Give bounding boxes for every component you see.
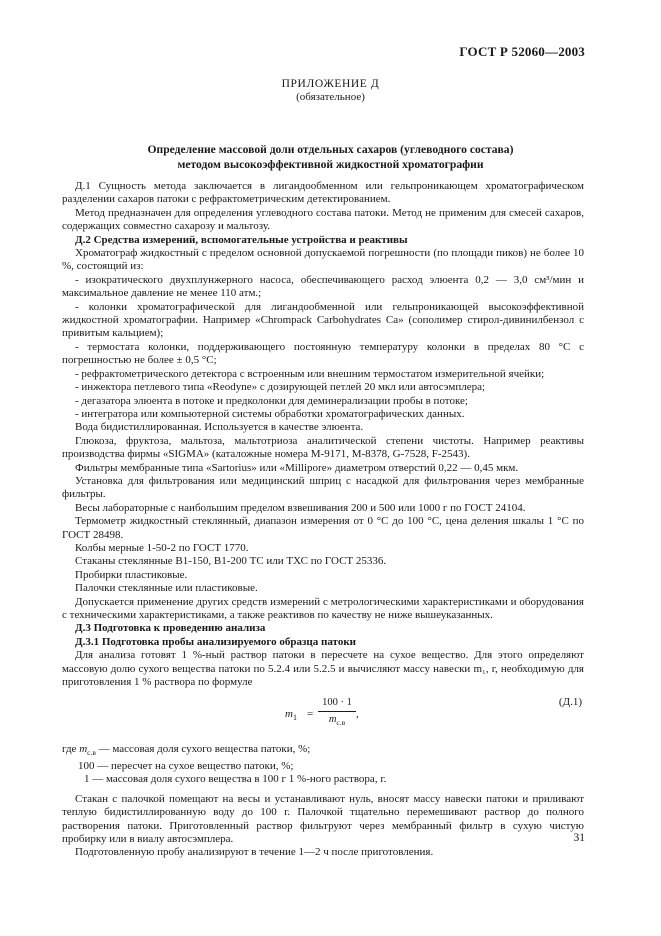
legend-item: 1 — массовая доля сухого вещества в 100 г 1 %-ного раствора, г. <box>84 773 387 786</box>
paragraph: Термометр жидкостный стеклянный, диапазон измерения от 0 °С до 100 °С, цена деления шкалы 1 °С по ГОСТ 28498. <box>62 515 584 541</box>
list-item: - колонки хроматографической для лигандообменной или гельпроникающей высокоэффективной жидкостной хроматографии. Например «Chrompack Carbohydrates Ca» (сополимер стирол-дивинилбензол с привитым кальцием); <box>62 300 584 340</box>
formula-end: , <box>356 708 359 721</box>
list-item: - рефрактометрического детектора с встроенным или внешним термостатом измерительной ячейки; <box>75 367 545 380</box>
paragraph: Для анализа готовят 1 %-ный раствор патоки в пересчете на сухое вещество. Для этого определяют массовую долю сухого вещества патоки по 5.2.4 или 5.2.5 и вычисляют массу навески m₁, г, необходимую для приготовления 1 % раствора по формуле <box>62 649 584 689</box>
heading-d3: Д.3 Подготовка к проведению анализа <box>75 622 266 635</box>
list-item: - инжектора петлевого типа «Reodyne» с дозирующей петлей 20 мкл или автосэмплера; <box>75 381 486 394</box>
section-title-line-2: методом высокоэффективной жидкостной хроматографии <box>177 158 484 171</box>
formula-legend <box>62 743 584 786</box>
paragraph: Вода бидистиллированная. Используется в качестве элюента. <box>75 421 364 434</box>
list-item: - дегазатора элюента в потоке и предколонки для деминерализации пробы в потоке; <box>75 394 468 407</box>
paragraph: Глюкоза, фруктоза, мальтоза, мальтотриоза аналитической степени чистоты. Например реактивы производства фирмы «SIGMA» (каталожные номера М-9171, М-8378, G-7528, F-2543). <box>62 434 584 461</box>
paragraph: Стакан с палочкой помещают на весы и устанавливают нуль, вносят массу навески патоки и приливают теплую бидистиллированную воду до 100 г. Палочкой тщательно перемешивают раствор до полного растворения патоки. Приготовленный раствор фильтруют через мембранный фильтр в сухую чистую пробирку или в виалу автосэмплера. <box>62 792 584 846</box>
list-item: - термостата колонки, поддерживающего постоянную температуру колонки в пределах 80 °С с погрешностью не более ± 0,5 °С; <box>62 340 584 367</box>
page-number: 31 <box>573 832 585 844</box>
paragraph: Палочки стеклянные или пластиковые. <box>75 582 258 595</box>
list-item: - интегратора или компьютерной системы обработки хроматографических данных. <box>75 407 465 420</box>
paragraph: Метод предназначен для определения углеводного состава патоки. Метод не применим для смесей сахаров, содержащих совместно сахарозу и мальтозу. <box>62 206 584 233</box>
formula-lhs: $m_1$ <box>285 708 297 723</box>
paragraph: Стаканы стеклянные В1-150, В1-200 ТС или ТХС по ГОСТ 25336. <box>75 555 387 568</box>
appendix-status: (обязательное) <box>296 91 365 103</box>
legend-item: 100 — пересчет на сухое вещество патоки, %; <box>78 760 294 773</box>
formula-number: (Д.1) <box>558 696 582 709</box>
appendix-title: ПРИЛОЖЕНИЕ Д <box>281 78 380 90</box>
heading-d31: Д.3.1 Подготовка пробы анализируемого образца патоки <box>75 635 356 648</box>
standard-header: ГОСТ Р 52060—2003 <box>459 44 585 59</box>
paragraph: Пробирки пластиковые. <box>75 568 188 581</box>
list-item: - изократического двухплунжерного насоса, обеспечивающего расход элюента 0,2 — 3,0 см³/мин и максимальное давление не менее 110 атм.; <box>62 273 584 300</box>
formula-numerator: 100 · 1 <box>318 696 356 711</box>
section-title-line-1: Определение массовой доли отдельных сахаров (углеводного состава) <box>147 143 514 156</box>
paragraph: Фильтры мембранные типа «Sartorius» или «Millipore» диаметром отверстий 0,22 — 0,45 мкм. <box>75 461 519 474</box>
formula-denominator: $m_{с.в}$ <box>328 713 346 727</box>
paragraph-d1: Д.1 Сущность метода заключается в лигандообменном или гельпроникающем хроматографическом разделении сахаров патоки с рефрактометрическим детектированием. <box>62 180 584 206</box>
formula-equals: = <box>307 708 314 721</box>
paragraph: Весы лабораторные с наибольшим пределом взвешивания 200 и 500 или 1000 г по ГОСТ 24104. <box>75 501 526 514</box>
paragraph: Колбы мерные 1-50-2 по ГОСТ 1770. <box>75 541 249 554</box>
paragraph: Установка для фильтрования или медицинский шприц с насадкой для фильтрования через мембранные фильтры. <box>62 474 584 501</box>
section-title <box>0 142 661 172</box>
formula-d1 <box>62 694 584 742</box>
body-text <box>62 180 584 860</box>
heading-d2: Д.2 Средства измерений, вспомогательные устройства и реактивы <box>75 233 408 246</box>
paragraph: Подготовленную пробу анализируют в течение 1—2 ч после приготовления. <box>75 846 434 859</box>
legend-item: где $m_{с.в}$ — массовая доля сухого вещества патоки, %; <box>62 743 311 758</box>
paragraph: Допускается применение других средств измерений с метрологическими характеристиками и оборудования с техническими характеристиками, а также реактивов по качеству не ниже вышеуказанных. <box>62 595 584 621</box>
formula-fraction <box>318 696 356 729</box>
paragraph: Хроматограф жидкостный с пределом основной допускаемой погрешности (по площади пиков) не более 10 %, состоящий из: <box>62 247 584 273</box>
